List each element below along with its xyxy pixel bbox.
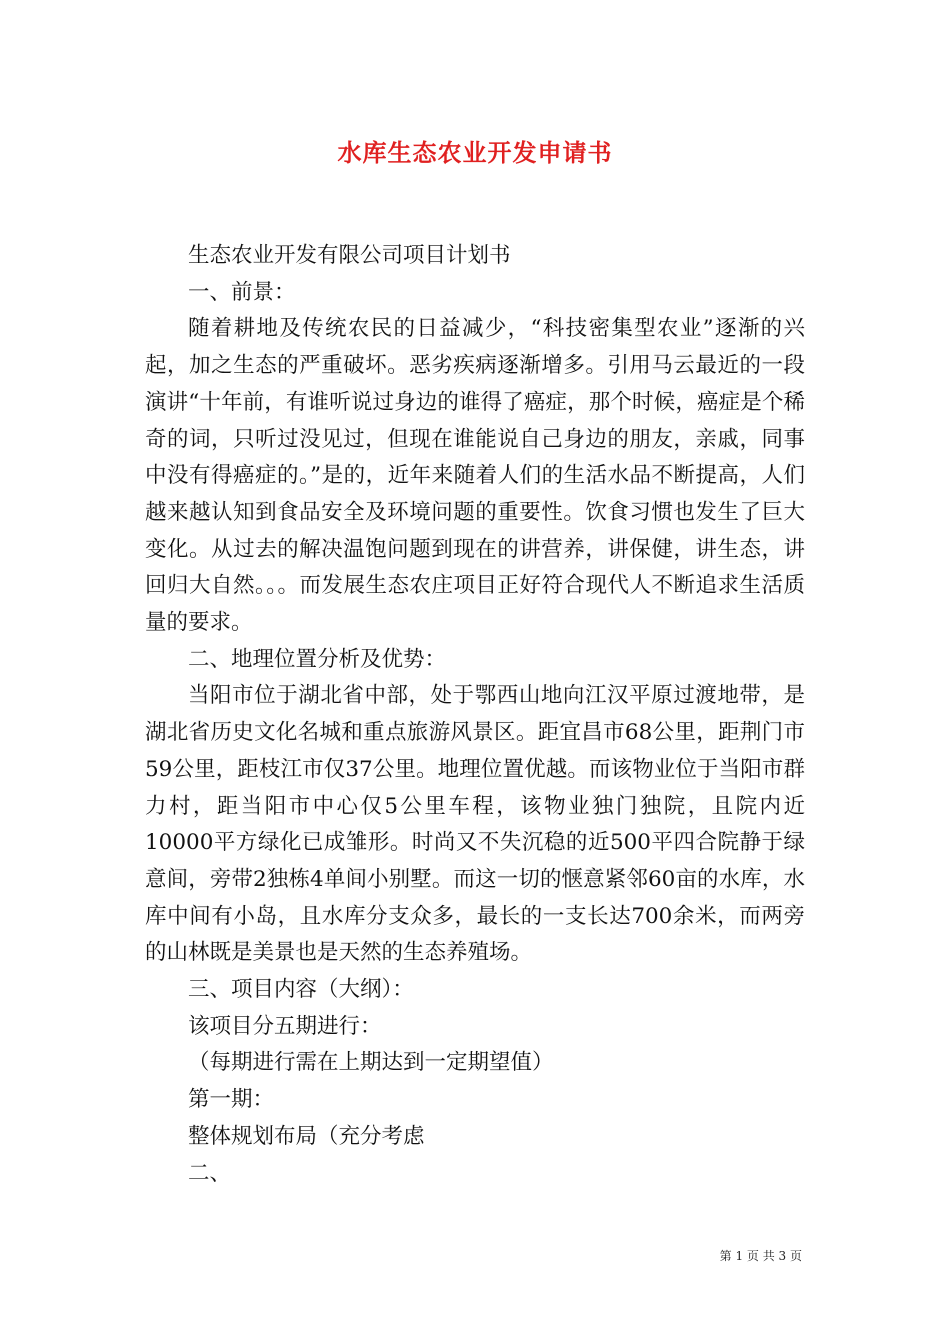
paragraph-location: 当阳市位于湖北省中部，处于鄂西山地向江汉平原过渡地带，是湖北省历史文化名城和重点旅游风景区。距宜昌市68公里，距荆门市59公里，距枝江市仅37公里。地理位置优越。而该物业位于当阳市群力村，距当阳市中心仅5公里车程，该物业独门独院，且院内近10000平方绿化已成雏形。时尚又不失沉稳的近500平四合院静于绿意间，旁带2独栋4单间小别墅。而这一切的惬意紧邻60亩的水库，水库中间有小岛，且水库分支众多，最长的一支长达700余米，而两旁的山林既是美景也是天然的生态养殖场。 <box>145 683 805 966</box>
paragraph-subtitle: 生态农业开发有限公司项目计划书 <box>188 243 511 268</box>
paragraph-layout: 整体规划布局（充分考虑 <box>188 1123 425 1149</box>
paragraph-phase-note: （每期进行需在上期达到一定期望值） <box>188 1050 554 1076</box>
section-heading-location: 二、地理位置分析及优势： <box>188 646 447 672</box>
document-body <box>145 238 805 1192</box>
paragraph-two: 二、 <box>188 1160 232 1186</box>
paragraph-phases: 该项目分五期进行： <box>188 1013 382 1039</box>
paragraph-phase-one: 第一期： <box>188 1087 275 1113</box>
page-indicator: 第 1 页 共 3 页 <box>719 1249 802 1263</box>
document-title: 水库生态农业开发申请书 <box>337 138 613 167</box>
section-heading-content: 三、项目内容（大纲）： <box>188 977 414 1003</box>
paragraph-background: 随着耕地及传统农民的日益减少，“科技密集型农业”逐渐的兴起，加之生态的严重破坏。恶劣疾病逐渐增多。引用马云最近的一段演讲“十年前，有谁听说过身边的谁得了癌症，那个时候，癌症是个稀奇的词，只听过没见过，但现在谁能说自己身边的朋友，亲戚，同事中没有得癌症的。”是的，近年来随着人们的生活水品不断提高，人们越来越认知到食品安全及环境问题的重要性。饮食习惯也发生了巨大变化。从过去的解决温饱问题到现在的讲营养，讲保健，讲生态，讲回归大自然。。。而发展生态农庄项目正好符合现代人不断追求生活质量的要求。 <box>145 316 805 636</box>
section-heading-background: 一、前景： <box>188 279 296 305</box>
